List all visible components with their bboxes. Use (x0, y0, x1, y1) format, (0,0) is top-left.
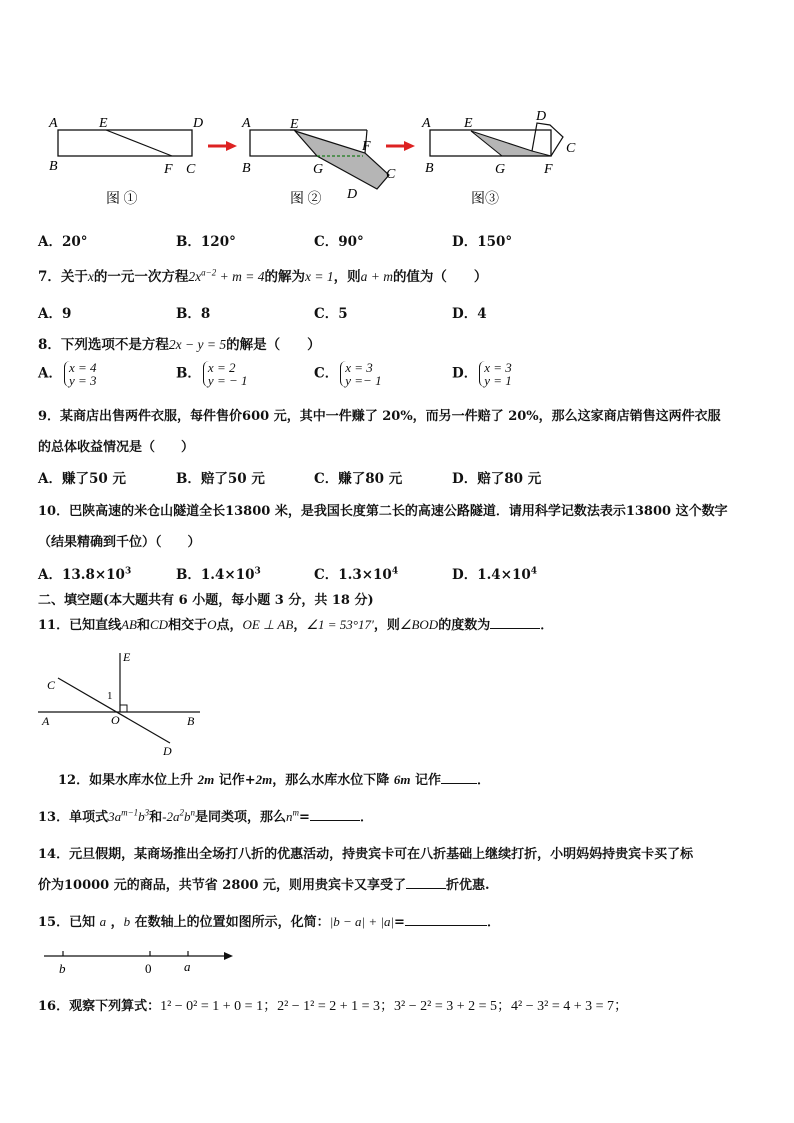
q9-option-b[interactable]: B．赔了50 元 (176, 471, 265, 487)
q8-option-b[interactable]: B． x = 2 y = − 1 (176, 360, 248, 388)
q8-question: 8．下列选项不是方程2x − y = 5的解是（ ） (38, 337, 321, 353)
q11-label-D: D (163, 744, 172, 758)
q10-option-c[interactable]: C．$1.3\times 10^4$ (314, 566, 399, 583)
section-heading: 二、填空题(本大题共有 6 小题，每小题 3 分，共 18 分) (38, 593, 374, 608)
q13-answer-blank[interactable] (310, 820, 360, 821)
q11-label-O: O (111, 713, 120, 727)
fig1-caption: 图 ① (106, 192, 138, 207)
q11-label-A: A (42, 714, 50, 728)
q12-answer-blank[interactable] (441, 783, 477, 784)
figure-2 (241, 116, 396, 207)
q7-option-d[interactable]: D．4 (452, 306, 487, 322)
fig3-label-G: G (495, 162, 506, 177)
axis-label-a: a (184, 959, 191, 974)
fig1-label-C: C (186, 162, 196, 177)
fig2-label-F: F (362, 139, 371, 154)
fig1-label-E: E (99, 116, 108, 131)
figure-3 (421, 109, 576, 207)
q11-label-E: E (123, 650, 131, 664)
q11-label-C: C (47, 678, 56, 692)
q6-option-b[interactable]: B．120° (176, 234, 236, 250)
q11-label-B: B (187, 714, 195, 728)
q7-question: 7．关于x的一元一次方程$2x^{a-2} + m = 4$的解为x = 1，则a + m的值为（ ） (38, 267, 488, 285)
fig3-label-D: D (536, 109, 547, 124)
axis-label-b: b (59, 961, 66, 976)
q10-question-line2: （结果精确到千位）（ ） (38, 535, 201, 550)
q6-option-a[interactable]: A．20° (38, 234, 88, 250)
q11-figure (30, 645, 210, 760)
q7-option-a[interactable]: A．9 (38, 306, 72, 322)
q14-question-line2: 价为10000 元的商品，共节省 2800 元，则用贵宾卡又享受了 折优惠. (38, 878, 490, 893)
fig2-label-C: C (386, 167, 396, 182)
fig1-label-A: A (49, 116, 58, 131)
q14-answer-blank[interactable] (406, 888, 446, 889)
q10-option-b[interactable]: B．$1.4\times 10^3$ (176, 566, 261, 583)
fig2-label-A: A (242, 116, 251, 131)
q11-question: 11．已知直线AB和CD相交于O点，OE ⊥ AB，∠1 = 53°17′，则∠BOD的度数为 ． (38, 617, 554, 633)
q15-answer-blank[interactable] (405, 925, 487, 926)
q11-answer-blank[interactable] (490, 628, 540, 629)
fig2-label-B: B (242, 161, 251, 176)
fig3-label-B: B (425, 161, 434, 176)
fig1-label-D: D (193, 116, 204, 131)
q10-option-a[interactable]: A．$13.8\times 10^3$ (38, 566, 132, 583)
q6-figures (40, 100, 600, 215)
fig3-caption: 图③ (471, 192, 499, 207)
fig1-label-F: F (164, 162, 173, 177)
arrow-icon (386, 141, 415, 151)
fig2-label-G: G (313, 162, 324, 177)
fig1-label-B: B (49, 159, 58, 174)
q10-question-line1: 10．巴陕高速的米仓山隧道全长13800 米，是我国长度第二长的高速公路隧道．请用科学记数法表示13800 这个数字 (38, 504, 728, 519)
fig2-label-E: E (290, 117, 299, 132)
q15-question: 15．已知 a ，b 在数轴上的位置如图所示，化简：|b − a| + |a|= ． (38, 914, 500, 930)
q9-option-d[interactable]: D．赔了80 元 (452, 471, 542, 487)
fig3-label-F: F (544, 162, 553, 177)
q7-option-c[interactable]: C．5 (314, 306, 348, 322)
q8-option-a[interactable]: A． x = 4 y = 3 (38, 360, 97, 388)
q6-option-d[interactable]: D．150° (452, 234, 513, 250)
q9-question-line1: 9．某商店出售两件衣服，每件售价600 元，其中一件赚了 20%，而另一件赔了 20%，那么这家商店销售这两件衣服 (38, 409, 721, 424)
q9-option-a[interactable]: A．赚了50 元 (38, 471, 126, 487)
q13-question: 13．单项式$3a^{m-1}b^3$和$-2a^2b^n$是同类项，那么$n^m=$ ． (38, 807, 373, 825)
q15-number-line (40, 945, 240, 977)
fig2-label-D: D (347, 187, 358, 202)
q8-option-c[interactable]: C． x = 3 y =− 1 (314, 360, 382, 388)
q7-option-b[interactable]: B．8 (176, 306, 211, 322)
q8-option-d[interactable]: D． x = 3 y = 1 (452, 360, 512, 388)
q10-option-d[interactable]: D．$1.4\times 10^4$ (452, 566, 538, 583)
q11-label-1: 1 (107, 690, 113, 702)
q9-question-line2: 的总体收益情况是（ ） (38, 440, 195, 455)
fig3-label-A: A (422, 116, 431, 131)
arrow-icon (208, 141, 237, 151)
fig3-label-E: E (464, 116, 473, 131)
q16-question: 16．观察下列算式：1² − 0² = 1 + 0 = 1；2² − 1² = 2 + 1 = 3；3² − 2² = 3 + 2 = 5；4² − 3² = 4 + 3 = 7； (38, 999, 628, 1014)
q9-option-c[interactable]: C．赚了80 元 (314, 471, 403, 487)
fig2-caption: 图 ② (290, 192, 322, 207)
axis-label-zero: 0 (145, 961, 152, 976)
q6-option-c[interactable]: C．90° (314, 234, 364, 250)
fig3-label-C: C (566, 141, 576, 156)
figure-1 (48, 116, 203, 207)
q12-question: 12．如果水库水位上升 2m 记作+2m，那么水库水位下降 6m 记作 ． (58, 772, 490, 788)
q14-question-line1: 14．元旦假期，某商场推出全场打八折的优惠活动，持贵宾卡可在八折基础上继续打折，小明妈妈持贵宾卡买了标 (38, 847, 694, 862)
